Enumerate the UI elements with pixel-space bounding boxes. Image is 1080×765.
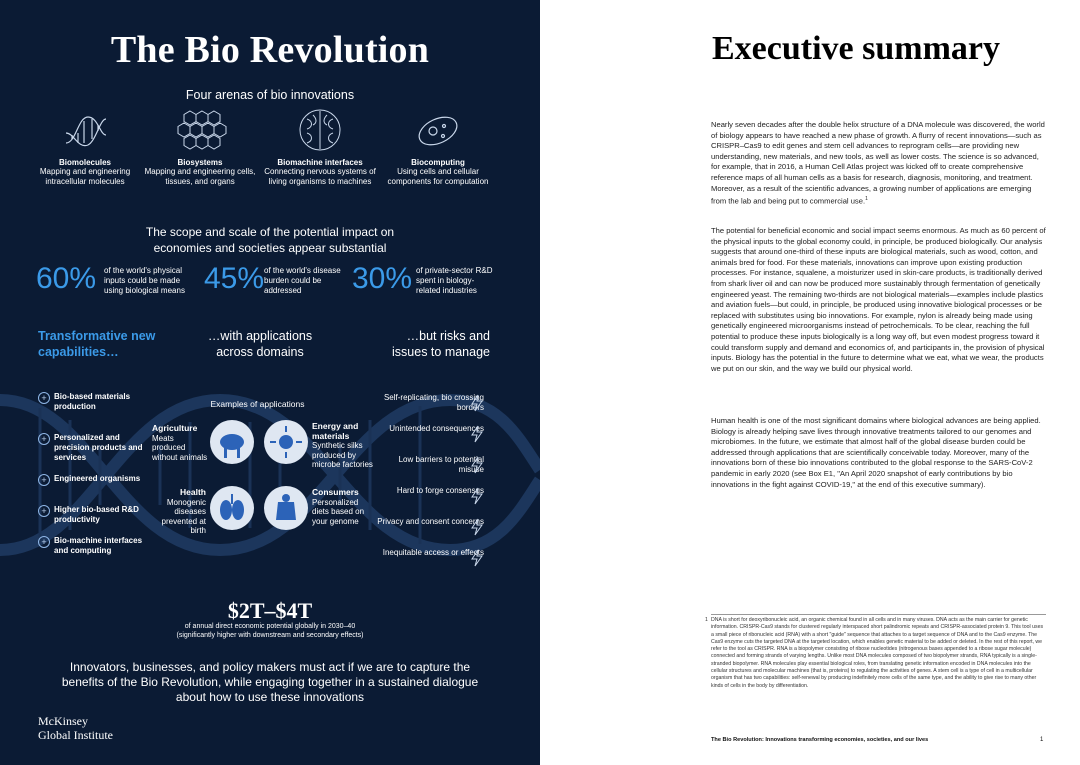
page-title: Executive summary: [712, 30, 1001, 67]
risk-item: Low barriers to potential misuse: [398, 455, 484, 474]
risk-item: Unintended consequences: [389, 424, 484, 433]
cell-icon: [413, 105, 463, 155]
plus-circle-icon: +: [38, 474, 50, 486]
economic-impact-value: $2T–$4T: [227, 598, 313, 623]
risk-item: Privacy and consent concerns: [377, 517, 484, 526]
running-footer: The Bio Revolution: Innovations transforming economies, societies, and our lives: [711, 737, 929, 743]
stat-value: 60%: [36, 262, 97, 295]
page-number: 1: [1040, 737, 1044, 743]
infographic-page: The Bio Revolution Four arenas of bio innovations Biomolecules Mapping and engineering intracellular molecules Biosystems Mapping and engineering cells, tissues, and organs Biomachine interfaces Connecting nervous systems of living organisms to machines Biocomputing Using cells and cellular components for computation The scope and scale of the potential impact on economies and societies appear substantial 60% of the world's physical inputs could be made using biological means 45% of the world's disease burden could be addressed 30% of private-sector R&D spent in biology-related industries Transformative new capabilities… …with applications across domains …but risks and issues to manage + Bio-based materials production + Personalized and precision products and services + Engineered organisms + Higher bio-based R&D productivity + Bio-machine interfaces and computing Examples of applications Agriculture Meats produced without animals Energy and materials Synthetic silks produced by microbe factories Health Monogenic diseases prevented at birth Consumers Personalized diets based on your genome Self-replicating, bio crossing borders Unintended consequences Low barriers to potential misuse Hard to forge consensus Privacy and consent concerns Inequitable access or effects $2T–$4T of annual direct economic potential globally in 2030–40 (significantly higher with downstream and secondary effects) Innovators, businesses, and policy makers must act if we are to capture the benefits of the Bio Revolution, while engaging together in a sustained dialogue about how to use these innovations McKinsey Global Institute: [0, 0, 540, 765]
footnote-divider: [711, 614, 1046, 615]
paragraph-3: Human health is one of the most significant domains where biological advances are being applied. Biology is already helping save lives through innovative treatments tailored to our genomes and microbiomes. In the future, we estimate that almost half of the global disease burden could be addressed through applications that are scientifically conceivable today. Moreover, many of the innovations born of these bio innovations contributed to the global response to the SARS-CoV-2 pandemic in early 2020 (see Box E1, "An April 2020 snapshot of early contributions by bio innovations in the fight against COVID-19," at the end of this executive summary).: [711, 416, 1041, 489]
stat-text: of the world's physical inputs could be made using biological means: [104, 266, 185, 295]
plus-circle-icon: +: [38, 392, 50, 404]
agriculture-illustration: [210, 420, 254, 464]
plus-circle-icon: +: [38, 433, 50, 445]
executive-summary-page: [540, 0, 1080, 765]
consumers-illustration: [264, 486, 308, 530]
arena-biomolecules: Biomolecules Mapping and engineering intracellular molecules: [25, 105, 145, 187]
lightning-icon: [470, 394, 484, 412]
hexagon-cells-icon: [170, 105, 230, 155]
arena-biocomputing: Biocomputing Using cells and cellular components for computation: [378, 105, 498, 187]
closing-statement: Innovators, businesses, and policy makers must act if we are to capture the benefits of the Bio Revolution, while engaging together in a sustained dialogue about how to use these innovations: [61, 660, 479, 704]
heading-risks: …but risks and issues to manage: [392, 329, 490, 359]
lightning-icon: [470, 518, 484, 536]
application-agriculture: Agriculture Meats produced without animals: [152, 423, 208, 462]
lightning-icon: [470, 549, 484, 567]
infographic-title: The Bio Revolution: [110, 29, 430, 71]
mckinsey-logo: McKinsey Global Institute: [38, 714, 113, 742]
lightning-icon: [470, 456, 484, 474]
arenas-subtitle: Four arenas of bio innovations: [185, 88, 355, 102]
stat-text: of private-sector R&D spent in biology-related industries: [416, 266, 493, 295]
arena-biomachine-interfaces: Biomachine interfaces Connecting nervous systems of living organisms to machines: [260, 105, 380, 187]
energy-materials-illustration: [264, 420, 308, 464]
risk-item: Inequitable access or effects: [382, 548, 484, 557]
footnote: 1 DNA is short for deoxyribonucleic acid, an organic chemical found in all cells and in many viruses. DNA acts as the main carrier for genetic information. CRISPR-Cas9 stands for clustered regularly interspaced short palindromic repeats and CRISPR-associated protein 9. This tool uses a small piece of ribonucleic acid (RNA) with a short "guide" sequence that attaches to a target sequence of DNA and to the Cas9 enzyme. The Cas9 enzyme cuts the targeted DNA at the targeted location, which enables genetic material to be added or deleted. In the rest of this report, we refer to the tool as CRISPR. RNA is a biopolymer consisting of ribose nucleotides (nitrogenous bases appended to a ribose sugar molecule) connected and forming strands of varying lengths. Unlike most DNA molecules composed of two biopolymer strands, RNA typically is a single-stranded biopolymer. RNA molecules play essential biological roles, from translating genetic information encoded in DNA molecules into the cellular structures and molecular machines (that is, proteins) to regulating the activities of genes. A stem cell is a type of cell in a multicellular organism that has two capabilities: self-renewal by producing indefinitely more cells of the same type, and the ability to give rise to many other kinds of cells in the body by differentiation.: [705, 617, 1044, 689]
health-illustration: [210, 486, 254, 530]
lightning-icon: [470, 487, 484, 505]
scope-statement: The scope and scale of the potential impact on economies and societies appear substantial: [145, 225, 395, 255]
stat-text: of the world's disease burden could be addressed: [264, 266, 341, 295]
application-energy-materials: Energy and materials Synthetic silks produced by microbe factories: [312, 421, 373, 469]
arena-biosystems: Biosystems Mapping and engineering cells, tissues, and organs: [140, 105, 260, 187]
paragraph-1: Nearly seven decades after the double helix structure of a DNA molecule was discovered, the world of biology appears to have reached a new phase of growth. A flurry of recent innovations—such as CRISPR–Cas9 to edit genes and stem cell advances to reprogram cells—are providing new understanding, new materials, and new tools, as well as lower costs. The science is so advanced, for example, that in 2016, a Human Cell Atlas project was kicked off to create comprehensive reference maps of all human cells as a basis for research, diagnosis, monitoring, and treatment. Moreover, as a result of the scientific advances, a growing number of applications are emerging from the lab and being put to commercial use.$^1$: [711, 120, 1045, 206]
lightning-icon: [470, 425, 484, 443]
stat-value: 45%: [204, 262, 265, 295]
plus-circle-icon: +: [38, 505, 50, 517]
application-health: Health Monogenic diseases prevented at birth: [161, 487, 206, 535]
application-consumers: Consumers Personalized diets based on your genome: [312, 487, 365, 526]
stat-value: 30%: [352, 262, 413, 295]
heading-capabilities: Transformative new capabilities…: [38, 329, 156, 359]
heading-applications: …with applications across domains: [207, 329, 313, 359]
brain-icon: [295, 105, 345, 155]
paragraph-2: The potential for beneficial economic and social impact seems enormous. As much as 60 percent of the physical inputs to the global economy could, in principle, be produced biologically. Our analysis suggests that around one-third of these inputs are biological materials, such as wood, cotton, and animals bred for food. For these materials, innovations can improve upon existing production processes. For instance, squalene, a moisturizer used in skin-care products, is traditionally derived from shark liver oil and can now be produced more sustainably through fermentation of genetically engineered yeast. The remaining two-thirds are not biological materials—examples include plastics and aviation fuels—but could, in principle, be produced using innovative biological processes or be replaced with substitutes using bio innovations. For example, nylon is already being made using genetically engineered microorganisms instead of petrochemicals. To be clear, reaching the full potential to produce these inputs biologically is a long way off, but even modest progress toward it could transform supply and demand and economics of, and participants in, the provision of physical inputs. Biology has the potential in the future to determine what we eat, what we wear, the products we put on our skin, and the way we build our physical world.: [711, 226, 1046, 373]
risk-item: Hard to forge consensus: [396, 486, 484, 495]
dna-icon: [60, 105, 110, 155]
plus-circle-icon: +: [38, 536, 50, 548]
economic-impact-note: of annual direct economic potential globally in 2030–40 (significantly higher with downstream and secondary effects): [176, 623, 364, 639]
risk-item: Self-replicating, bio crossing borders: [383, 393, 484, 412]
examples-title: Examples of applications: [210, 399, 305, 409]
